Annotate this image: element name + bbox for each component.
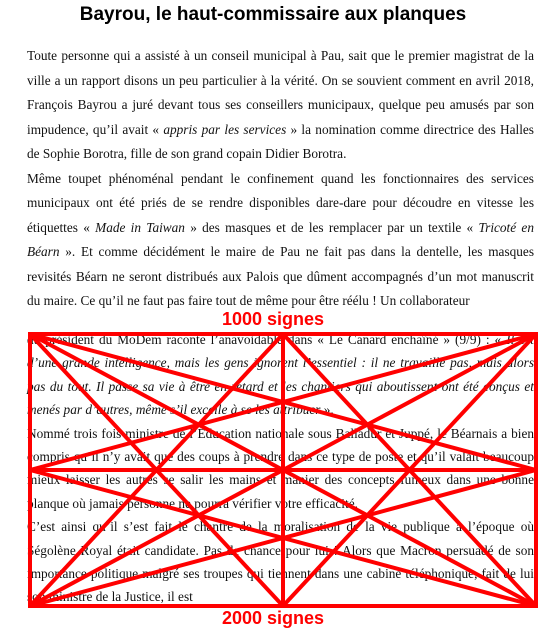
label-1000-signes: 1000 signes xyxy=(221,309,325,329)
document-title: Bayrou, le haut-commissaire aux planques xyxy=(79,4,467,25)
paragraph-3-text-a: du président du MoDem raconte l’anavoidable dans « Le Canard enchaîné » (9/9) : « xyxy=(27,332,502,347)
paragraph-1-text-a: Toute personne qui a assisté à un conseil municipal à Pau, sait que le premier magistrat de la ville a un rapport disons un peu particulier à la vérité. On se souvient comment en avril 2018, François Bayrou a juré devant tous ses conseillers municipaux, quelque peu amusés par son impudence, qu’il avait « xyxy=(27,48,534,137)
paragraph-5: C’est ainsi qu’il s’est fait le chantre de la moralisation de la vie publique à l’époque où Ségolène Royal était candidate. Pas de chance pour lui ! Alors que Macron persuadé de son importance politique malgré ses troupes qui tiennent dans une cabine téléphonique, fait de lui son ministre de la Justice, il est xyxy=(27,519,534,605)
document-body-top xyxy=(27,44,534,314)
paragraph-2-quote-taiwan: Made in Taiwan xyxy=(89,219,191,235)
paragraph-2-text-e: ». Et comme décidément le maire de Pau ne fait pas dans la dentelle, les masques revisités Béarn ne seront distribués aux Palois que dûment accompagnés d’un mot manuscrit du maire. Ce qu’il ne faut pas faire tout de même pour être réélu ! Un collaborateur xyxy=(27,244,534,308)
paragraph-1 xyxy=(27,44,534,167)
paragraph-3-text-c: ». xyxy=(323,402,334,418)
paragraph-2-text-a: Même toupet phénoménal pendant le confinement quand les fonctionnaires des services municipaux ont été priés de se rendre disponibles dare-dare pour découdre en vitesse les étiquettes « xyxy=(27,170,534,235)
paragraph-2-text-c: » des masques et de les remplacer par un textile « xyxy=(190,219,474,235)
paragraph-3 xyxy=(27,328,534,422)
paragraph-4: Nommé trois fois ministre de l’Éducation nationale sous Balladur et Juppé, le Béarnais a bien compris qu’il n’y avait que des coups à prendre dans ce type de poste et qu’il valait beaucoup mieux laisser les autres se salir les mains et manier des concepts fumeux dans une bonne planque où jamais personne ne pourra vérifier votre efficacité. xyxy=(27,425,534,511)
paragraph-2-quote-bearn: Tricoté en Béarn xyxy=(27,219,534,259)
paragraph-1-quote: appris par les services xyxy=(159,121,291,137)
paragraph-3-quote: Il est d’une grande intelligence, mais les gens ignorent l’essentiel : il ne travaille pas, mais alors pas du tout. Il passe sa vie à être en retard et les chantiers qui aboutissent ont été conçus et menés par d’autres, même s’il excelle à se les attribuer xyxy=(27,332,534,418)
paragraph-1-text-c: » la nomination comme directrice des Halles de Sophie Borotra, fille de son grand copain Didier Borotra. xyxy=(27,121,534,161)
document-body-bottom xyxy=(27,328,534,609)
label-2000-signes: 2000 signes xyxy=(221,608,325,628)
paragraph-2 xyxy=(27,167,534,314)
